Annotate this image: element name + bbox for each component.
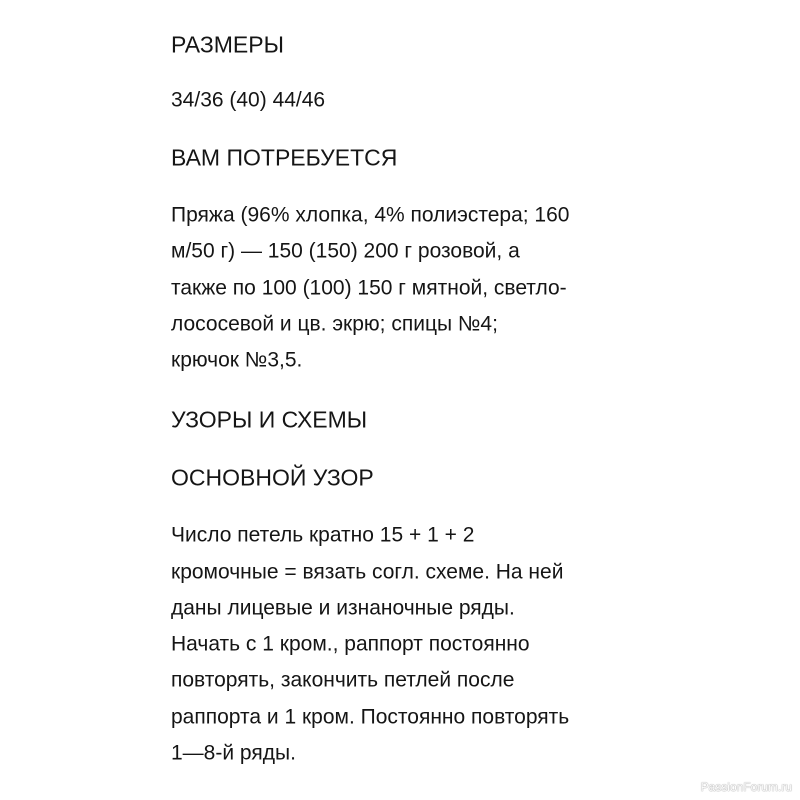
materials-line: Пряжа (96% хлопка, 4% полиэстера; 160 <box>171 203 570 227</box>
main-pattern-line: Число петель кратно 15 + 1 + 2 <box>171 523 475 547</box>
main-pattern-line: раппорта и 1 кром. Постоянно повторять <box>171 705 570 729</box>
main-pattern-line: Начать с 1 кром., раппорт постоянно <box>171 632 530 656</box>
main-pattern-line: повторять, закончить петлей после <box>171 668 515 692</box>
main-pattern-heading: ОСНОВНОЙ УЗОР <box>171 464 374 491</box>
materials-line: также по 100 (100) 150 г мятной, светло- <box>171 276 567 300</box>
main-pattern-line: даны лицевые и изнаночные ряды. <box>171 596 515 620</box>
materials-line: лососевой и цв. экрю; спицы №4; <box>171 312 498 336</box>
materials-line: м/50 г) — 150 (150) 200 г розовой, а <box>171 239 520 263</box>
main-pattern-line: 1—8-й ряды. <box>171 741 296 765</box>
materials-heading: ВАМ ПОТРЕБУЕТСЯ <box>171 144 398 171</box>
main-pattern-line: кромочные = вязать согл. схеме. На ней <box>171 560 564 584</box>
watermark: PassionForum.ru <box>700 780 792 794</box>
sizes-value: 34/36 (40) 44/46 <box>171 88 326 112</box>
patterns-heading: УЗОРЫ И СХЕМЫ <box>171 406 368 433</box>
sizes-heading: РАЗМЕРЫ <box>171 31 284 58</box>
materials-line: крючок №3,5. <box>171 348 303 372</box>
